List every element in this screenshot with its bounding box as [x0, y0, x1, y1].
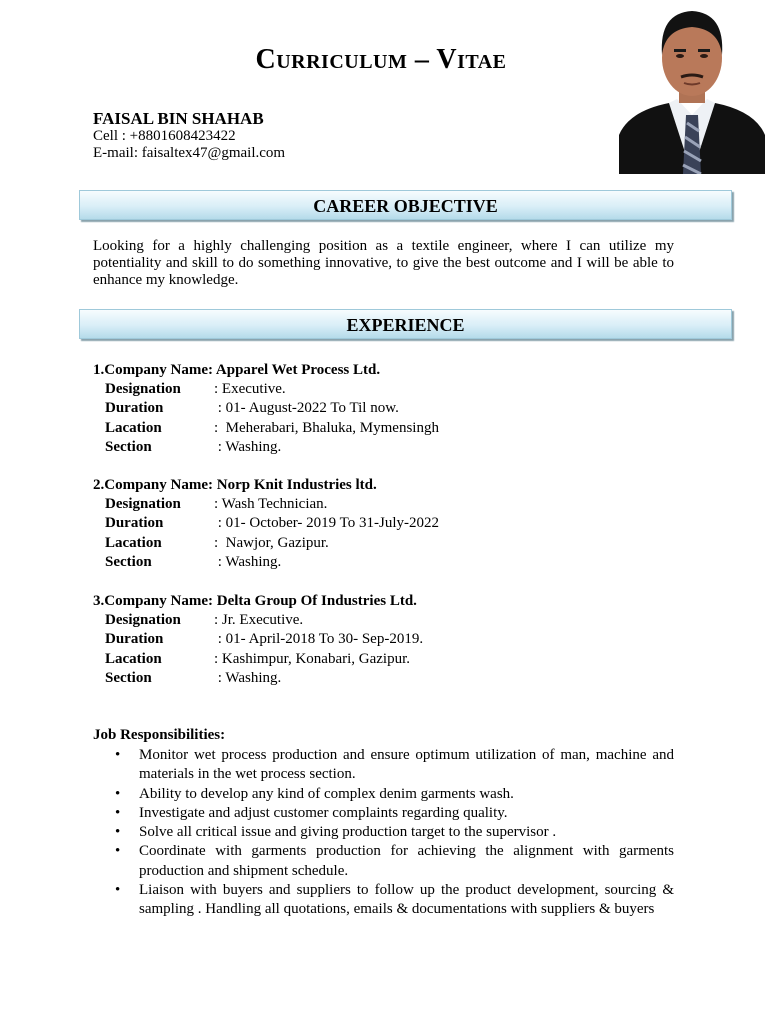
experience-entry-1	[93, 361, 439, 457]
detail-row	[93, 534, 439, 553]
email-address: E-mail: faisaltex47@gmail.com	[93, 145, 286, 161]
detail-row	[93, 611, 423, 630]
detail-value: : 01- April-2018 To 30- Sep-2019.	[214, 631, 424, 648]
career-objective-header: CAREER OBJECTIVE	[79, 190, 732, 220]
detail-row	[93, 669, 423, 688]
list-item	[93, 785, 674, 804]
detail-value: : Executive.	[214, 381, 286, 397]
job-responsibilities-title: Job Responsibilities:	[93, 727, 226, 743]
detail-row	[93, 553, 439, 572]
detail-value: : 01- August-2022 To Til now.	[214, 400, 399, 417]
experience-entry-3	[93, 592, 423, 688]
list-item-text: Investigate and adjust customer complaints regarding quality.	[139, 804, 508, 821]
detail-label: Duration	[105, 631, 164, 648]
bullet-icon: •	[115, 824, 121, 841]
detail-value: : Meherabari, Bhaluka, Mymensingh	[214, 419, 439, 436]
list-item-text: Coordinate with garments production for achieving the alignment with garments production and shipment schedule.	[139, 843, 674, 879]
detail-label: Lacation	[105, 534, 162, 551]
career-objective-text: Looking for a highly challenging position as a textile engineer, where I can utilize my potentiality and skill to do something innovative, to give the best outcome and I will be able to enhance my knowledge.	[93, 238, 674, 288]
detail-value: : Jr. Executive.	[214, 612, 304, 628]
detail-row	[93, 399, 439, 418]
detail-label: Designation	[105, 381, 181, 397]
list-item	[93, 746, 674, 785]
detail-row	[93, 495, 439, 514]
responsibilities-list	[93, 746, 674, 920]
detail-value: : Washing.	[214, 553, 282, 570]
detail-value: : Washing.	[214, 438, 282, 455]
list-item	[93, 842, 674, 881]
detail-row	[93, 419, 439, 438]
company-name: 2.Company Name: Norp Knit Industries ltd.	[93, 477, 377, 493]
detail-row	[93, 514, 439, 533]
detail-label: Designation	[105, 496, 181, 512]
list-item	[93, 804, 674, 823]
detail-label: Lacation	[105, 419, 162, 436]
list-item-text: Monitor wet process production and ensure optimum utilization of man, machine and materials in the wet process section.	[139, 747, 674, 783]
detail-label: Duration	[105, 400, 164, 417]
list-item	[93, 881, 674, 920]
bullet-icon: •	[115, 843, 121, 860]
detail-label: Duration	[105, 515, 164, 532]
detail-value: : Nawjor, Gazipur.	[214, 534, 329, 551]
candidate-name: FAISAL BIN SHAHAB	[93, 109, 264, 128]
detail-value: : Washing.	[214, 669, 282, 686]
bullet-icon: •	[115, 747, 121, 763]
detail-value: : 01- October- 2019 To 31-July-2022	[214, 515, 440, 532]
bullet-icon: •	[115, 785, 121, 802]
detail-label: Section	[105, 669, 152, 686]
detail-label: Designation	[105, 612, 181, 628]
detail-row	[93, 380, 439, 399]
document-title: Curriculum – Vitae	[255, 44, 507, 75]
profile-photo	[619, 3, 765, 174]
list-item-text: Solve all critical issue and giving production target to the supervisor .	[139, 824, 557, 841]
company-name: 3.Company Name: Delta Group Of Industries Ltd.	[93, 593, 417, 609]
detail-row	[93, 630, 423, 649]
list-item	[93, 823, 674, 842]
detail-value: : Kashimpur, Konabari, Gazipur.	[214, 650, 411, 667]
list-item-text: Ability to develop any kind of complex denim garments wash.	[139, 785, 514, 802]
detail-row	[93, 650, 423, 669]
phone-number: Cell : +8801608423422	[93, 128, 236, 144]
bullet-icon: •	[115, 804, 121, 821]
detail-value: : Wash Technician.	[214, 496, 328, 512]
detail-label: Section	[105, 553, 152, 570]
experience-header: EXPERIENCE	[79, 309, 732, 339]
detail-row	[93, 438, 439, 457]
detail-label: Lacation	[105, 650, 162, 667]
company-name: 1.Company Name: Apparel Wet Process Ltd.	[93, 362, 381, 378]
detail-label: Section	[105, 438, 152, 455]
experience-entry-2	[93, 476, 439, 572]
list-item-text: Liaison with buyers and suppliers to follow up the product development, sourcing & sampling . Handling all quotations, emails & documentations with suppliers & buyers	[139, 882, 674, 918]
bullet-icon: •	[115, 882, 121, 899]
